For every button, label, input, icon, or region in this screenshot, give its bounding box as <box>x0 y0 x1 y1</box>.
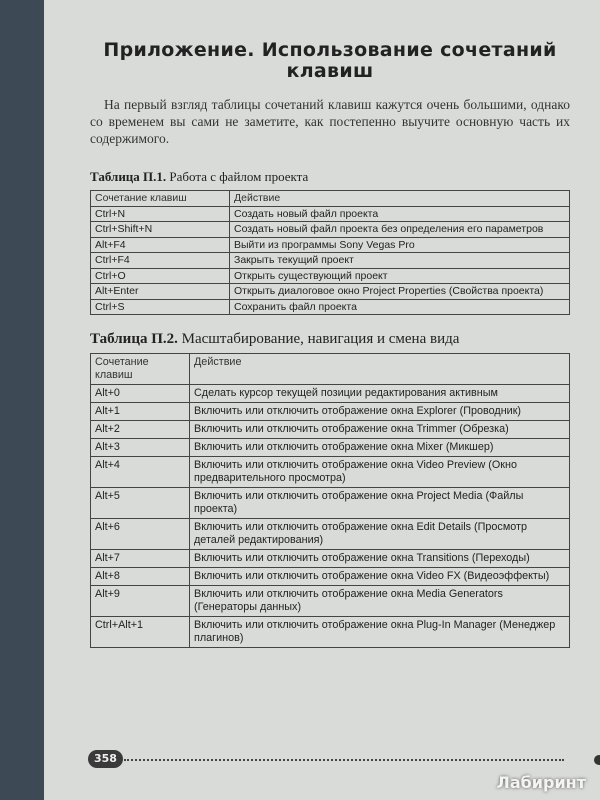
action-cell: Включить или отключить отображение окна Trimmer (Обрезка) <box>190 421 570 439</box>
table2-header-row <box>91 354 570 385</box>
table-row <box>91 284 570 300</box>
table-row <box>91 237 570 253</box>
title-line-1: Приложение. Использование сочетаний <box>103 39 557 61</box>
table-row <box>91 206 570 222</box>
table2-header-keys: Сочетание клавиш <box>91 354 190 385</box>
shortcut-cell: Ctrl+S <box>91 299 230 315</box>
title-line-2: клавиш <box>286 60 374 82</box>
table-row <box>91 519 570 550</box>
table-row <box>91 222 570 238</box>
action-cell: Включить или отключить отображение окна Edit Details (Просмотр деталей редактирования) <box>190 519 570 550</box>
shortcut-cell: Alt+Enter <box>91 284 230 300</box>
table-row <box>91 268 570 284</box>
table2-body <box>91 385 570 648</box>
table-row <box>91 385 570 403</box>
action-cell: Открыть диалоговое окно Project Properties (Свойства проекта) <box>230 284 570 300</box>
book-page <box>44 0 600 800</box>
shortcut-cell: Alt+3 <box>91 439 190 457</box>
shortcut-cell: Ctrl+N <box>91 206 230 222</box>
shortcut-cell: Alt+0 <box>91 385 190 403</box>
table2-caption-text: Масштабирование, навигация и смена вида <box>181 331 460 347</box>
table1-caption-label: Таблица П.1. <box>90 169 167 184</box>
shortcut-cell: Ctrl+Alt+1 <box>91 617 190 648</box>
shortcut-cell: Alt+7 <box>91 550 190 568</box>
table-row <box>91 403 570 421</box>
action-cell: Включить или отключить отображение окна Media Generators (Генераторы данных) <box>190 586 570 617</box>
shortcut-cell: Ctrl+F4 <box>91 253 230 269</box>
action-cell: Включить или отключить отображение окна Plug-In Manager (Менеджер плагинов) <box>190 617 570 648</box>
table1-header-action: Действие <box>230 191 570 207</box>
table-row <box>91 253 570 269</box>
table-row <box>91 421 570 439</box>
table1-caption-text: Работа с файлом проекта <box>169 169 309 184</box>
intro-paragraph: На первый взгляд таблицы сочетаний клавиш кажутся очень большими, однако со временем вы сами не заметите, как постепенно выучите основную часть их содержимого. <box>90 97 570 146</box>
table2-header-action: Действие <box>190 354 570 385</box>
footer-end-dot <box>594 755 600 765</box>
shortcut-cell: Alt+2 <box>91 421 190 439</box>
action-cell: Включить или отключить отображение окна Mixer (Микшер) <box>190 439 570 457</box>
table-row <box>91 568 570 586</box>
action-cell: Выйти из программы Sony Vegas Pro <box>230 237 570 253</box>
shortcut-cell: Ctrl+Shift+N <box>91 222 230 238</box>
action-cell: Включить или отключить отображение окна Project Media (Файлы проекта) <box>190 488 570 519</box>
action-cell: Включить или отключить отображение окна Transitions (Переходы) <box>190 550 570 568</box>
table2-caption <box>90 331 570 348</box>
action-cell: Сохранить файл проекта <box>230 299 570 315</box>
shortcut-cell: Alt+F4 <box>91 237 230 253</box>
page-footer <box>88 750 568 770</box>
table-row <box>91 617 570 648</box>
footer-dotted-line <box>124 759 564 761</box>
action-cell: Создать новый файл проекта <box>230 206 570 222</box>
action-cell: Создать новый файл проекта без определения его параметров <box>230 222 570 238</box>
shortcut-cell: Alt+8 <box>91 568 190 586</box>
action-cell: Закрыть текущий проект <box>230 253 570 269</box>
table1-caption <box>90 169 570 185</box>
action-cell: Включить или отключить отображение окна Video FX (Видеоэффекты) <box>190 568 570 586</box>
action-cell: Включить или отключить отображение окна Explorer (Проводник) <box>190 403 570 421</box>
table-row <box>91 488 570 519</box>
table1-body <box>91 206 570 315</box>
table1-header-keys: Сочетание клавиш <box>91 191 230 207</box>
table1-header-row <box>91 191 570 207</box>
page-number: 358 <box>88 750 123 768</box>
shortcut-cell: Alt+6 <box>91 519 190 550</box>
table-row <box>91 586 570 617</box>
page-content <box>90 40 570 648</box>
action-cell: Включить или отключить отображение окна Video Preview (Окно предварительного просмотра) <box>190 457 570 488</box>
table-row <box>91 550 570 568</box>
shortcut-cell: Alt+4 <box>91 457 190 488</box>
shortcut-cell: Ctrl+O <box>91 268 230 284</box>
action-cell: Сделать курсор текущей позиции редактирования активным <box>190 385 570 403</box>
table-row <box>91 457 570 488</box>
table-row <box>91 439 570 457</box>
shortcut-cell: Alt+9 <box>91 586 190 617</box>
watermark: Лабиринт <box>496 773 586 792</box>
table-row <box>91 299 570 315</box>
table2 <box>90 353 570 648</box>
action-cell: Открыть существующий проект <box>230 268 570 284</box>
page-title <box>90 40 570 82</box>
shortcut-cell: Alt+1 <box>91 403 190 421</box>
table1 <box>90 190 570 315</box>
table2-caption-label: Таблица П.2. <box>90 331 178 347</box>
shortcut-cell: Alt+5 <box>91 488 190 519</box>
